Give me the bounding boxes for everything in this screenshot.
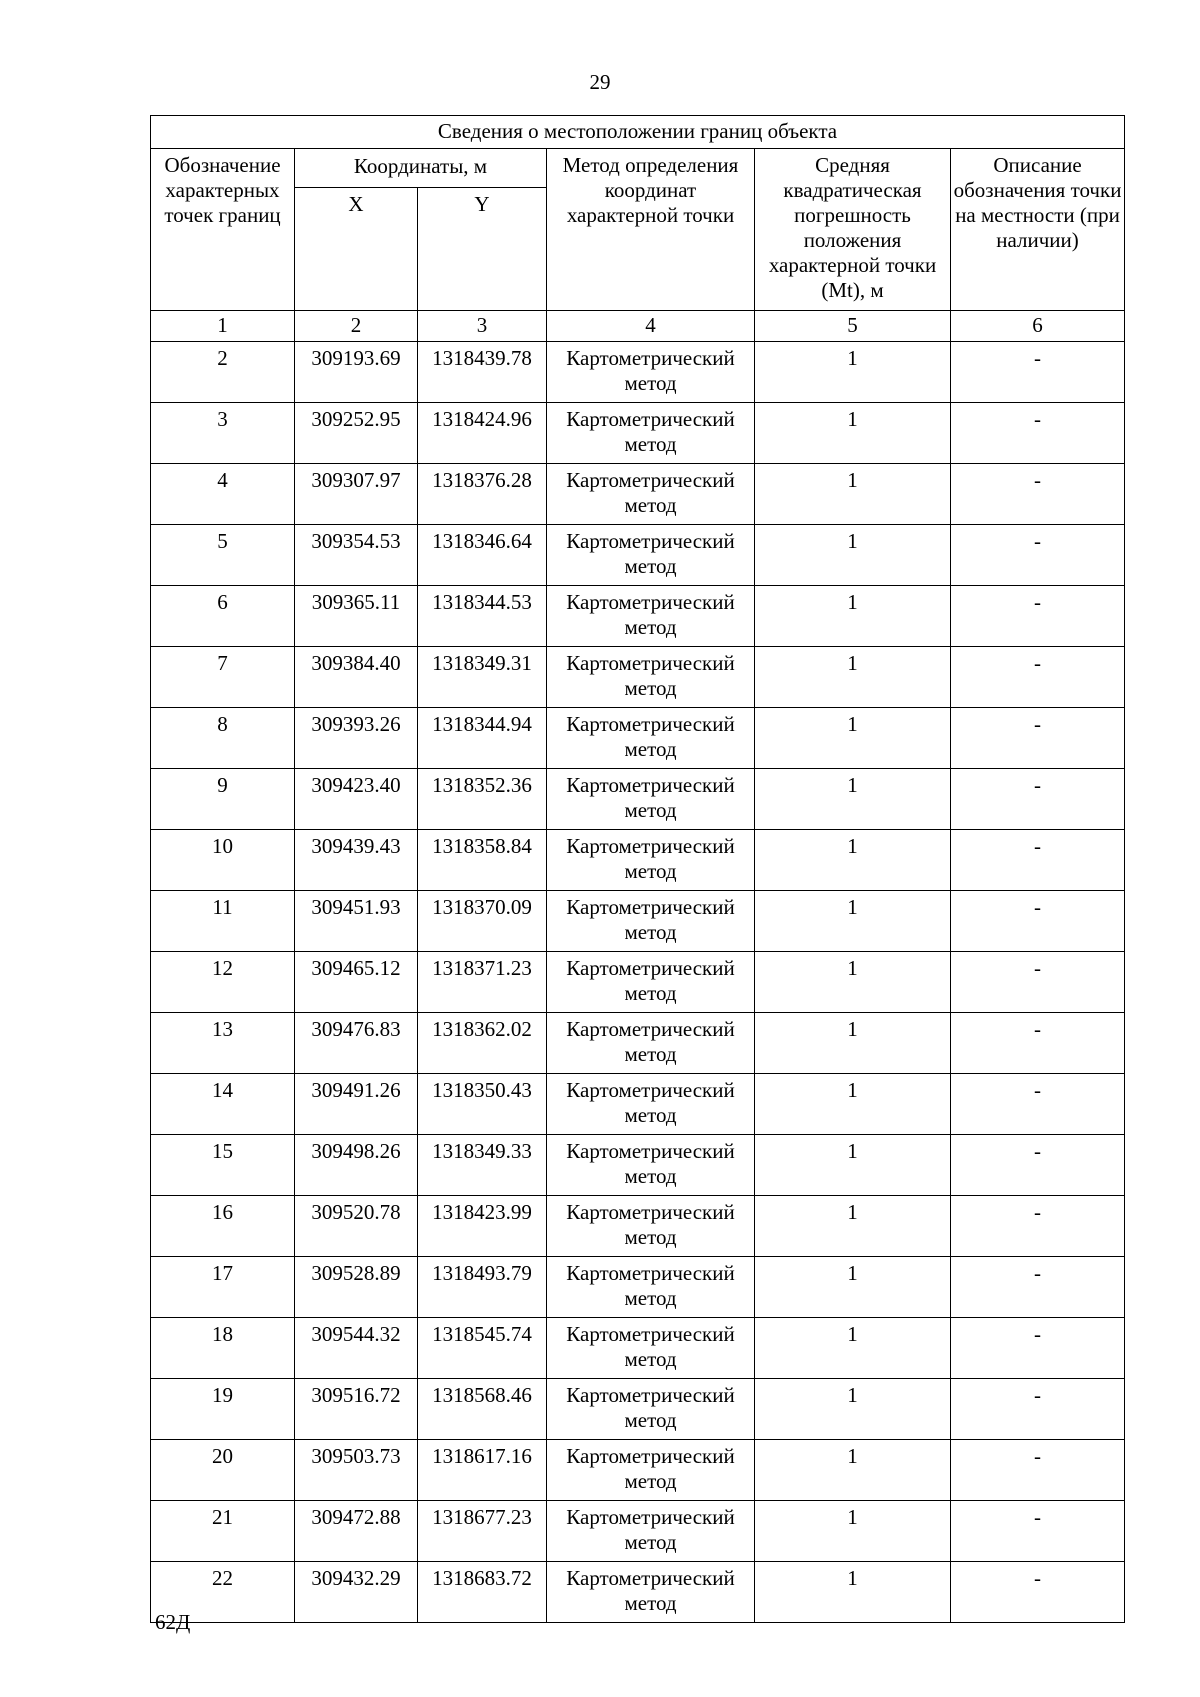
table-row xyxy=(151,403,1125,464)
cell-point: 20 xyxy=(151,1440,295,1501)
cell-point: 6 xyxy=(151,586,295,647)
cell-x: 309193.69 xyxy=(295,342,418,403)
cell-x: 309503.73 xyxy=(295,1440,418,1501)
cell-mean-error: 1 xyxy=(755,1074,951,1135)
cell-y: 1318370.09 xyxy=(418,891,547,952)
cell-description: - xyxy=(951,647,1125,708)
cell-method: Картометрический метод xyxy=(547,1013,755,1074)
cell-method: Картометрический метод xyxy=(547,464,755,525)
column-numbers-row xyxy=(151,311,1125,342)
cell-x: 309439.43 xyxy=(295,830,418,891)
cell-mean-error: 1 xyxy=(755,1013,951,1074)
boundary-coordinates-table xyxy=(150,115,1125,1623)
cell-x: 309365.11 xyxy=(295,586,418,647)
table-row xyxy=(151,1318,1125,1379)
table-row xyxy=(151,647,1125,708)
column-number: 3 xyxy=(418,311,547,342)
cell-mean-error: 1 xyxy=(755,769,951,830)
cell-x: 309476.83 xyxy=(295,1013,418,1074)
cell-y: 1318545.74 xyxy=(418,1318,547,1379)
table-row xyxy=(151,1074,1125,1135)
cell-y: 1318349.31 xyxy=(418,647,547,708)
cell-point: 16 xyxy=(151,1196,295,1257)
cell-y: 1318362.02 xyxy=(418,1013,547,1074)
cell-x: 309516.72 xyxy=(295,1379,418,1440)
cell-point: 21 xyxy=(151,1501,295,1562)
cell-mean-error: 1 xyxy=(755,708,951,769)
cell-method: Картометрический метод xyxy=(547,1440,755,1501)
cell-method: Картометрический метод xyxy=(547,1501,755,1562)
cell-y: 1318344.53 xyxy=(418,586,547,647)
header-description: Описание обозначения точки на местности (при наличии) xyxy=(951,149,1125,311)
header-coordinates: Координаты, м xyxy=(295,149,547,188)
cell-point: 4 xyxy=(151,464,295,525)
cell-x: 309354.53 xyxy=(295,525,418,586)
cell-mean-error: 1 xyxy=(755,1135,951,1196)
cell-mean-error: 1 xyxy=(755,464,951,525)
table-row xyxy=(151,952,1125,1013)
column-number: 2 xyxy=(295,311,418,342)
table-row xyxy=(151,1196,1125,1257)
cell-y: 1318493.79 xyxy=(418,1257,547,1318)
cell-x: 309544.32 xyxy=(295,1318,418,1379)
cell-mean-error: 1 xyxy=(755,647,951,708)
cell-mean-error: 1 xyxy=(755,1257,951,1318)
cell-y: 1318568.46 xyxy=(418,1379,547,1440)
cell-method: Картометрический метод xyxy=(547,1562,755,1623)
header-method: Метод определения координат характерной точки xyxy=(547,149,755,311)
cell-description: - xyxy=(951,342,1125,403)
cell-point: 15 xyxy=(151,1135,295,1196)
table-row xyxy=(151,891,1125,952)
cell-y: 1318349.33 xyxy=(418,1135,547,1196)
cell-description: - xyxy=(951,403,1125,464)
table-row xyxy=(151,708,1125,769)
cell-method: Картометрический метод xyxy=(547,647,755,708)
table-row xyxy=(151,586,1125,647)
table-row xyxy=(151,1562,1125,1623)
cell-x: 309520.78 xyxy=(295,1196,418,1257)
cell-point: 5 xyxy=(151,525,295,586)
cell-method: Картометрический метод xyxy=(547,586,755,647)
cell-method: Картометрический метод xyxy=(547,830,755,891)
cell-description: - xyxy=(951,586,1125,647)
cell-point: 11 xyxy=(151,891,295,952)
cell-mean-error: 1 xyxy=(755,952,951,1013)
cell-description: - xyxy=(951,464,1125,525)
cell-description: - xyxy=(951,891,1125,952)
cell-method: Картометрический метод xyxy=(547,342,755,403)
cell-method: Картометрический метод xyxy=(547,1379,755,1440)
cell-description: - xyxy=(951,1135,1125,1196)
cell-description: - xyxy=(951,952,1125,1013)
cell-description: - xyxy=(951,769,1125,830)
table-title: Сведения о местоположении границ объекта xyxy=(151,116,1125,149)
cell-method: Картометрический метод xyxy=(547,403,755,464)
cell-y: 1318424.96 xyxy=(418,403,547,464)
cell-point: 12 xyxy=(151,952,295,1013)
cell-description: - xyxy=(951,1501,1125,1562)
cell-description: - xyxy=(951,525,1125,586)
cell-point: 19 xyxy=(151,1379,295,1440)
cell-description: - xyxy=(951,1379,1125,1440)
cell-mean-error: 1 xyxy=(755,830,951,891)
column-number: 1 xyxy=(151,311,295,342)
footer-code: 62Д xyxy=(155,1610,191,1634)
cell-method: Картометрический метод xyxy=(547,769,755,830)
cell-x: 309528.89 xyxy=(295,1257,418,1318)
cell-description: - xyxy=(951,1013,1125,1074)
cell-y: 1318346.64 xyxy=(418,525,547,586)
header-x: X xyxy=(295,188,418,311)
table-row xyxy=(151,464,1125,525)
header-y: Y xyxy=(418,188,547,311)
cell-description: - xyxy=(951,1074,1125,1135)
header-mean-error: Средняя квадратическая погрешность положения характерной точки (Mt), м xyxy=(755,149,951,311)
cell-x: 309432.29 xyxy=(295,1562,418,1623)
cell-x: 309252.95 xyxy=(295,403,418,464)
table-row xyxy=(151,769,1125,830)
cell-y: 1318344.94 xyxy=(418,708,547,769)
table-row xyxy=(151,1440,1125,1501)
cell-method: Картометрический метод xyxy=(547,1257,755,1318)
cell-x: 309384.40 xyxy=(295,647,418,708)
cell-description: - xyxy=(951,1440,1125,1501)
cell-y: 1318376.28 xyxy=(418,464,547,525)
cell-point: 22 xyxy=(151,1562,295,1623)
cell-point: 17 xyxy=(151,1257,295,1318)
cell-y: 1318683.72 xyxy=(418,1562,547,1623)
cell-method: Картометрический метод xyxy=(547,952,755,1013)
cell-point: 10 xyxy=(151,830,295,891)
cell-mean-error: 1 xyxy=(755,525,951,586)
cell-y: 1318352.36 xyxy=(418,769,547,830)
cell-description: - xyxy=(951,1318,1125,1379)
cell-mean-error: 1 xyxy=(755,1440,951,1501)
cell-x: 309307.97 xyxy=(295,464,418,525)
cell-method: Картометрический метод xyxy=(547,1074,755,1135)
table-row xyxy=(151,1501,1125,1562)
cell-point: 18 xyxy=(151,1318,295,1379)
cell-mean-error: 1 xyxy=(755,342,951,403)
cell-method: Картометрический метод xyxy=(547,525,755,586)
cell-mean-error: 1 xyxy=(755,1379,951,1440)
cell-method: Картометрический метод xyxy=(547,891,755,952)
cell-description: - xyxy=(951,708,1125,769)
cell-y: 1318439.78 xyxy=(418,342,547,403)
cell-mean-error: 1 xyxy=(755,1318,951,1379)
cell-x: 309498.26 xyxy=(295,1135,418,1196)
table-row xyxy=(151,1257,1125,1318)
table-row xyxy=(151,342,1125,403)
column-number: 4 xyxy=(547,311,755,342)
cell-point: 3 xyxy=(151,403,295,464)
cell-x: 309393.26 xyxy=(295,708,418,769)
cell-point: 7 xyxy=(151,647,295,708)
cell-description: - xyxy=(951,1257,1125,1318)
cell-point: 2 xyxy=(151,342,295,403)
cell-y: 1318371.23 xyxy=(418,952,547,1013)
cell-mean-error: 1 xyxy=(755,586,951,647)
cell-y: 1318617.16 xyxy=(418,1440,547,1501)
table-row xyxy=(151,1013,1125,1074)
header-point-designation: Обозначение характерных точек границ xyxy=(151,149,295,311)
cell-method: Картометрический метод xyxy=(547,708,755,769)
cell-x: 309472.88 xyxy=(295,1501,418,1562)
cell-method: Картометрический метод xyxy=(547,1196,755,1257)
cell-point: 9 xyxy=(151,769,295,830)
column-number: 5 xyxy=(755,311,951,342)
cell-point: 13 xyxy=(151,1013,295,1074)
table-row xyxy=(151,525,1125,586)
cell-x: 309465.12 xyxy=(295,952,418,1013)
cell-point: 8 xyxy=(151,708,295,769)
cell-mean-error: 1 xyxy=(755,403,951,464)
cell-y: 1318423.99 xyxy=(418,1196,547,1257)
cell-mean-error: 1 xyxy=(755,1562,951,1623)
cell-description: - xyxy=(951,1562,1125,1623)
cell-y: 1318677.23 xyxy=(418,1501,547,1562)
cell-x: 309451.93 xyxy=(295,891,418,952)
table-row xyxy=(151,1379,1125,1440)
cell-method: Картометрический метод xyxy=(547,1135,755,1196)
cell-description: - xyxy=(951,1196,1125,1257)
column-number: 6 xyxy=(951,311,1125,342)
cell-x: 309423.40 xyxy=(295,769,418,830)
cell-mean-error: 1 xyxy=(755,1196,951,1257)
page-number: 29 xyxy=(589,70,611,94)
cell-y: 1318358.84 xyxy=(418,830,547,891)
cell-mean-error: 1 xyxy=(755,891,951,952)
table-row xyxy=(151,830,1125,891)
cell-description: - xyxy=(951,830,1125,891)
cell-point: 14 xyxy=(151,1074,295,1135)
cell-x: 309491.26 xyxy=(295,1074,418,1135)
cell-y: 1318350.43 xyxy=(418,1074,547,1135)
table-row xyxy=(151,1135,1125,1196)
cell-method: Картометрический метод xyxy=(547,1318,755,1379)
cell-mean-error: 1 xyxy=(755,1501,951,1562)
